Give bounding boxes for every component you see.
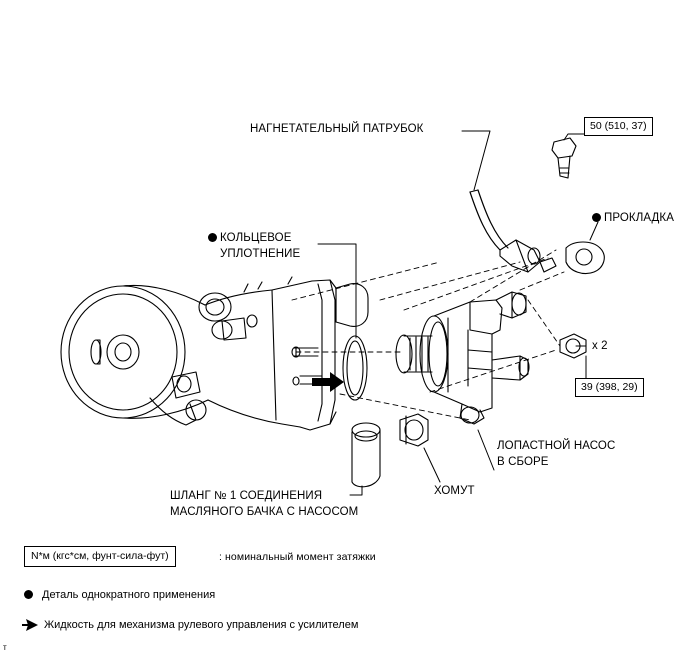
label-gasket: ПРОКЛАДКА — [604, 212, 674, 224]
label-hose-line1: ШЛАНГ № 1 СОЕДИНЕНИЯ — [170, 490, 323, 502]
legend-unit-note: : номинальный момент затяжки — [219, 551, 376, 563]
label-o-ring-line1: КОЛЬЦЕВОЕ — [220, 232, 292, 244]
fluid-arrow-icon — [20, 618, 40, 632]
torque-box-right: 39 (398, 29) — [575, 378, 644, 397]
label-o-ring-line2: УПЛОТНЕНИЕ — [220, 248, 301, 260]
o-ring-art — [343, 336, 367, 400]
single-use-dot-oring — [208, 233, 217, 242]
legend-single-use-dot — [24, 590, 33, 599]
single-use-dot-gasket — [592, 213, 601, 222]
clamp-art — [400, 414, 428, 446]
gasket-art — [566, 242, 604, 274]
assembly-arrow-icon — [312, 372, 344, 392]
corner-mark: т — [3, 643, 7, 652]
legend-unit-box: N*м (кгс*см, фунт-сила-фут) — [24, 546, 176, 567]
label-vane-pump-line2: В СБОРЕ — [497, 456, 549, 468]
torque-box-top: 50 (510, 37) — [584, 117, 653, 136]
legend-fluid-text: Жидкость для механизма рулевого управления с усилителем — [44, 619, 359, 631]
hose-art — [352, 423, 380, 487]
label-pressure-tube: НАГНЕТАТЕЛЬНЫЙ ПАТРУБОК — [250, 123, 424, 135]
legend-single-use-text: Деталь однократного применения — [42, 589, 216, 601]
label-clamp: ХОМУТ — [434, 485, 475, 497]
label-hose-line2: МАСЛЯНОГО БАЧКА С НАСОСОМ — [170, 506, 359, 518]
assembly-guide-lines — [292, 250, 564, 420]
top-bolt-art — [552, 138, 576, 178]
label-vane-pump-line1: ЛОПАСТНОЙ НАСОС — [497, 440, 616, 452]
vane-pump-assembly-art — [396, 292, 529, 424]
quantity-marker-bolts: x 2 — [592, 340, 608, 352]
engine-housing-art — [61, 277, 368, 430]
